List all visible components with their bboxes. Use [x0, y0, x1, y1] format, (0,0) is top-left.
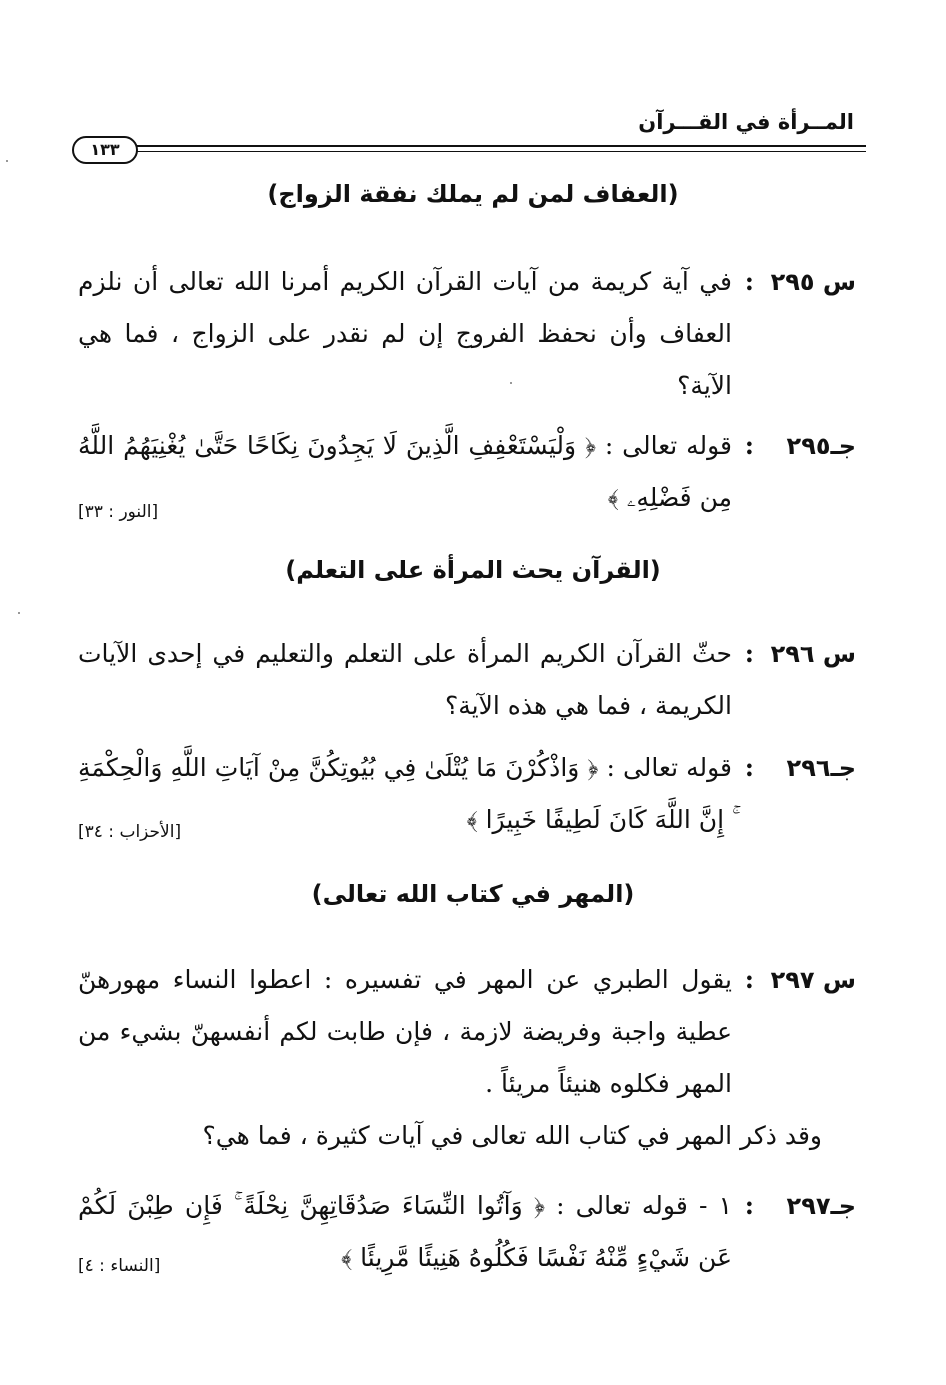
quran-verse: ﴿ وَآتُوا النِّسَاءَ صَدُقَاتِهِنَّ نِحْلَةً ۚ فَإِن طِبْنَ لَكُمْ عَن شَيْءٍ مِّنْهُ نَفْسًا فَكُلُوهُ هَنِيئًا مَّرِيئًا ﴾	[78, 1191, 732, 1272]
answer-number: جـ٢٩٧	[786, 1192, 856, 1220]
scan-speck	[18, 612, 20, 614]
section-heading: (القرآن يحث المرأة على التعلم)	[285, 556, 661, 584]
quran-verse: ﴿ وَلْيَسْتَعْفِفِ الَّذِينَ لَا يَجِدُونَ نِكَاحًا حَتَّىٰ يُغْنِيَهُمُ اللَّهُ مِن فَضْلِهِۦ ﴾	[78, 431, 732, 512]
question-followup: وقد ذكر المهر في كتاب الله تعالى في آيات كثيرة ، فما هي؟	[202, 1121, 822, 1150]
label-colon: :	[744, 431, 754, 460]
running-title: المــرأة في القـــرآن	[638, 110, 854, 134]
answer-text	[78, 420, 732, 524]
answer-intro: ١ - قوله تعالى :	[556, 1191, 732, 1220]
page-number: ١٣٣	[72, 136, 138, 164]
question-number: س ٢٩٦	[770, 640, 856, 668]
question-block	[78, 256, 856, 412]
verse-reference: [النور : ٣٣]	[78, 502, 159, 522]
answer-block	[78, 742, 856, 846]
question-text: يقول الطبري عن المهر في تفسيره : اعطوا النساء مهورهنّ عطية واجبة وفريضة لازمة ، فإن طابت لكم أنفسهنّ بشيء من المهر فكلوه هنيئاً مريئاً .	[78, 965, 732, 1098]
header-rule	[134, 145, 866, 152]
answer-number: جـ٢٩٥	[786, 432, 856, 460]
answer-intro: قوله تعالى :	[604, 431, 733, 460]
section-heading: (المهر في كتاب الله تعالى)	[311, 880, 635, 908]
question-text: حثّ القرآن الكريم المرأة على التعلم والتعليم في إحدى الآيات الكريمة ، فما هي هذه الآية؟	[78, 639, 732, 720]
scan-speck	[510, 382, 512, 384]
label-colon: :	[744, 965, 754, 994]
answer-number: جـ٢٩٦	[786, 754, 856, 782]
question-block	[78, 954, 856, 1162]
quran-verse: ﴿ وَاذْكُرْنَ مَا يُتْلَىٰ فِي بُيُوتِكُنَّ مِنْ آيَاتِ اللَّهِ وَالْحِكْمَةِ ۚ إِنَّ اللَّهَ كَانَ لَطِيفًا خَبِيرًا ﴾	[78, 753, 732, 834]
scan-speck	[6, 160, 8, 162]
answer-intro: قوله تعالى :	[606, 753, 732, 782]
question-number: س ٢٩٧	[770, 966, 856, 994]
label-colon: :	[744, 1191, 754, 1220]
section-heading: (العفاف لمن لم يملك نفقة الزواج)	[267, 180, 679, 208]
answer-block	[78, 420, 856, 524]
answer-block	[78, 1180, 856, 1284]
question-block	[78, 628, 856, 732]
label-colon: :	[744, 639, 754, 668]
verse-reference: [النساء : ٤]	[78, 1256, 161, 1276]
question-text: في آية كريمة من آيات القرآن الكريم أمرنا الله تعالى أن نلزم العفاف وأن نحفظ الفروج إن لم نقدر على الزواج ، فما هي الآية؟	[78, 267, 732, 400]
label-colon: :	[744, 267, 754, 296]
question-number: س ٢٩٥	[770, 268, 856, 296]
verse-reference: [الأحزاب : ٣٤]	[78, 822, 182, 842]
label-colon: :	[744, 753, 754, 782]
answer-text	[78, 1180, 732, 1284]
